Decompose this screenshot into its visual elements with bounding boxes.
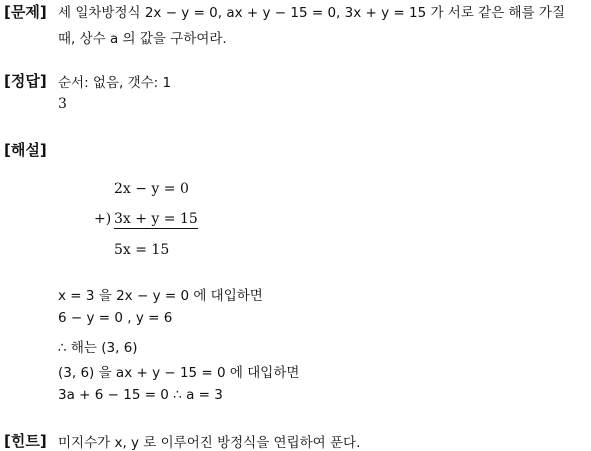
answer-value: 3 [58,96,67,112]
solution-step-2: 6 − y = 0 , y = 6 [58,310,173,326]
problem-line-1: 세 일차방정식 2x − y = 0, ax + y − 15 = 0, 3x + y = 15 가 서로 같은 해를 가질 [58,5,565,21]
equation-2 [114,211,198,229]
hint-text: 미지수가 x, y 로 이루어진 방정식을 연립하여 푼다. [58,435,361,451]
solution-step-4: (3, 6) 을 ax + y − 15 = 0 에 대입하면 [58,365,300,381]
equation-sum: 5x = 15 [114,242,170,258]
answer-meta: 순서: 없음, 갯수: 1 [58,75,172,91]
solution-step-1: x = 3 을 2x − y = 0 에 대입하면 [58,288,263,304]
solution-step-5: 3a + 6 − 15 = 0 ∴ a = 3 [58,387,223,403]
problem-line-2: 때, 상수 a 의 값을 구하여라. [58,31,227,47]
solution-step-3: ∴ 해는 (3, 6) [58,340,138,356]
answer-label: [정답] [4,72,47,90]
equation-1: 2x − y = 0 [114,181,189,197]
addition-operator: +) [94,211,112,227]
hint-label: [힌트] [4,432,47,450]
problem-label: [문제] [4,3,47,21]
equation-2-text: 3x + y = 15 [114,211,198,227]
explanation-label: [해설] [4,141,47,159]
